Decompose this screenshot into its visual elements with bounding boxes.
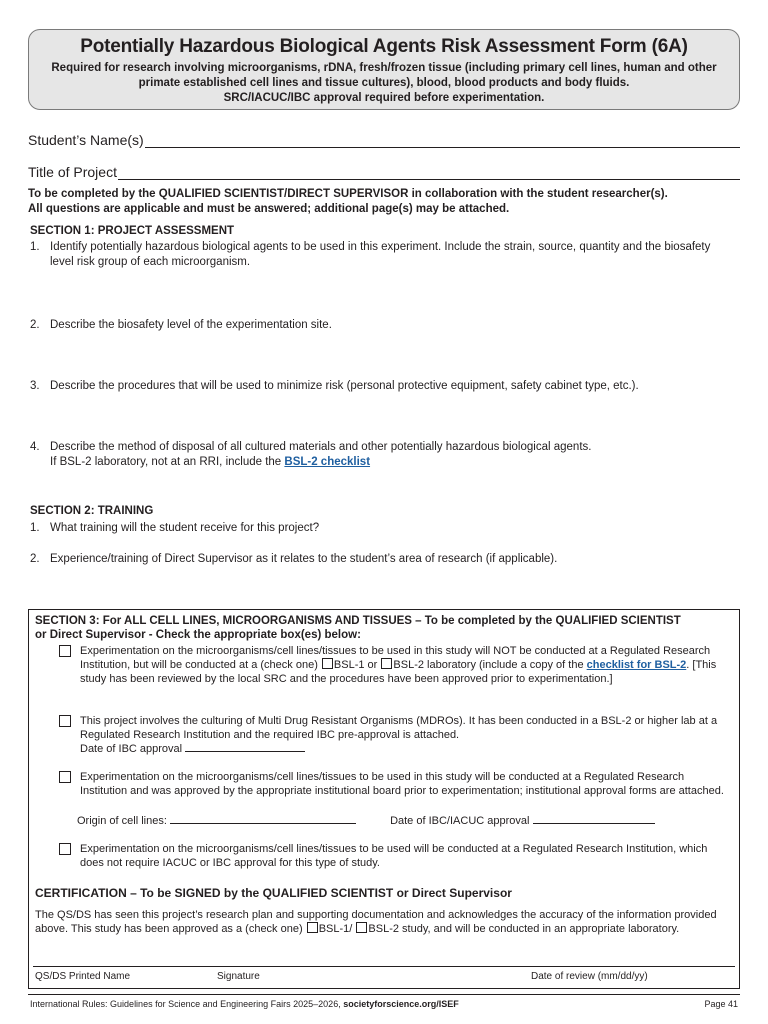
ibc-iacuc-approval-date-label: Date of IBC/IACUC approval xyxy=(390,815,530,827)
section3-option-4 xyxy=(59,842,731,870)
question-text: What training will the student receive for this project? xyxy=(50,522,320,534)
project-title-field[interactable] xyxy=(118,166,740,180)
question-number: 1. xyxy=(30,241,40,253)
question-text xyxy=(50,440,730,470)
option-1-bsl2-label: BSL-2 laboratory (include a copy of the xyxy=(393,659,584,671)
section3-option-2 xyxy=(59,714,731,756)
page-number: Page 41 xyxy=(704,999,738,1009)
question-text: Identify potentially hazardous biological agents to be used in this experiment. Include the strain, source, quantity and the biosafety level risk group of each microorganism. xyxy=(50,241,711,268)
cert-bsl1-label: BSL-1/ xyxy=(318,923,353,935)
students-name-label: Student’s Name(s) xyxy=(28,132,144,148)
bsl2-checklist-link[interactable]: BSL-2 checklist xyxy=(284,456,371,468)
question-text: Experience/training of Direct Supervisor as it relates to the student’s area of research (if applicable). xyxy=(50,553,558,565)
certification-heading: CERTIFICATION – To be SIGNED by the QUALIFIED SCIENTIST or Direct Supervisor xyxy=(35,886,512,900)
option-1-bsl1-label: BSL-1 or xyxy=(333,659,378,671)
footer-citation-text: International Rules: Guidelines for Science and Engineering Fairs 2025–2026, xyxy=(30,999,344,1009)
project-title-row xyxy=(28,164,740,180)
option-2-checkbox[interactable] xyxy=(59,715,71,727)
question-text: Describe the procedures that will be used to minimize risk (personal protective equipment, safety cabinet type, etc.). xyxy=(50,380,639,392)
signature-label: Signature xyxy=(217,971,260,982)
option-3-text xyxy=(80,770,731,798)
instructions xyxy=(28,187,748,217)
question-number: 4. xyxy=(30,441,40,453)
question-text: Describe the biosafety level of the experimentation site. xyxy=(50,319,332,331)
section2-question-2 xyxy=(30,552,730,567)
students-name-field[interactable] xyxy=(145,134,740,148)
section2-question-1 xyxy=(30,521,730,536)
option-3-description: Experimentation on the microorganisms/cell lines/tissues to be used in this study will be conducted at a Regulated Research Institution and was approved by the appropriate institutional board prior to experimentation; institutional approval forms are attached. xyxy=(80,771,724,797)
origin-cell-lines-label: Origin of cell lines: xyxy=(77,815,167,827)
section3-option-3 xyxy=(59,770,731,798)
option-4-text: Experimentation on the microorganisms/cell lines/tissues to be used will be conducted at a Regulated Research Institution, which does not require IACUC or IBC approval for this type of study. xyxy=(80,843,708,869)
option-2-text xyxy=(80,714,731,756)
question-number: 2. xyxy=(30,319,40,331)
certification-text-a: The QS/DS has seen this project’s research plan and supporting documentation and acknowledges the accuracy of the information provided above. This study has been approved as a (check one) xyxy=(35,909,717,935)
option-2-description: This project involves the culturing of Multi Drug Resistant Organisms (MDROs). It has been conducted in a BSL-2 or higher lab at a Regulated Research Institution and the required IBC pre-approval is attached. xyxy=(80,715,718,741)
printed-name-label: QS/DS Printed Name xyxy=(35,971,131,982)
section1-heading: SECTION 1: PROJECT ASSESSMENT xyxy=(30,225,235,237)
section3-heading-line-1: SECTION 3: For ALL CELL LINES, MICROORGANISMS AND TISSUES – To be completed by the QUALIFIED SCIENTIST xyxy=(35,615,681,627)
section3-heading-line-2: or Direct Supervisor - Check the appropriate box(es) below: xyxy=(35,629,361,641)
form-subtitle-approval: SRC/IACUC/IBC approval required before experimentation. xyxy=(223,92,545,104)
checklist-bsl2-link[interactable]: checklist for BSL-2 xyxy=(586,659,687,671)
option-1-checkbox[interactable] xyxy=(59,645,71,657)
origin-cell-lines-field[interactable] xyxy=(170,814,356,824)
question-number: 1. xyxy=(30,522,40,534)
option-1-bsl1-checkbox[interactable] xyxy=(322,658,333,669)
option-4-checkbox[interactable] xyxy=(59,843,71,855)
instructions-line-1: To be completed by the QUALIFIED SCIENTIST/DIRECT SUPERVISOR in collaboration with the student researcher(s). xyxy=(28,188,668,200)
footer-website-link[interactable]: societyforscience.org/ISEF xyxy=(343,999,459,1009)
section3-box xyxy=(28,609,740,989)
section1-question-3 xyxy=(30,379,730,394)
cert-bsl2-label: BSL-2 study, and will be conducted in an appropriate laboratory. xyxy=(368,923,680,935)
section3-option-1 xyxy=(59,644,731,686)
ibc-approval-date-label: Date of IBC approval xyxy=(80,743,183,755)
section3-heading xyxy=(35,614,735,642)
form-subtitle-requirement: Required for research involving microorganisms, rDNA, fresh/frozen tissue (including primary cell lines, human and other primate established cell lines and tissue cultures), blood, blood products and body fluids. xyxy=(51,62,717,89)
option-1-bsl2-checkbox[interactable] xyxy=(381,658,392,669)
form-title: Potentially Hazardous Biological Agents Risk Assessment Form (6A) xyxy=(80,36,688,57)
option-1-text-a: Experimentation on the microorganisms/cell lines/tissues to be used in this study will NOT be conducted at a Regulated Research Institution, but will be conducted at a (check one) xyxy=(80,645,711,671)
question-number: 3. xyxy=(30,380,40,392)
option-1-text xyxy=(80,644,731,686)
ibc-approval-date-field[interactable] xyxy=(185,742,305,752)
cert-bsl1-checkbox[interactable] xyxy=(307,922,318,933)
date-of-review-label: Date of review (mm/dd/yy) xyxy=(531,971,648,982)
certification-text xyxy=(35,908,735,936)
instructions-line-2: All questions are applicable and must be answered; additional page(s) may be attached. xyxy=(28,203,510,215)
form-subtitle xyxy=(29,61,739,106)
question-text-line-2: If BSL-2 laboratory, not at an RRI, include the xyxy=(50,456,285,468)
form-header xyxy=(28,29,740,110)
section1-question-2 xyxy=(30,318,730,333)
project-title-label: Title of Project xyxy=(28,164,117,180)
question-text-line-1: Describe the method of disposal of all cultured materials and other potentially hazardous biological agents. xyxy=(50,441,592,453)
signature-line[interactable] xyxy=(33,966,735,967)
students-name-row xyxy=(28,132,740,148)
footer-divider xyxy=(28,994,740,995)
footer-citation xyxy=(30,999,459,1009)
option-1-text-b: . [This study has been reviewed by the local SRC and the procedures have been approved prior to experimentation.] xyxy=(80,659,717,685)
section2-heading: SECTION 2: TRAINING xyxy=(30,505,154,517)
section1-question-1 xyxy=(30,240,730,270)
option-3-checkbox[interactable] xyxy=(59,771,71,783)
ibc-iacuc-approval-date-field[interactable] xyxy=(533,814,655,824)
cert-bsl2-checkbox[interactable] xyxy=(356,922,367,933)
section1-question-4 xyxy=(30,440,730,470)
question-number: 2. xyxy=(30,553,40,565)
option-3-fields xyxy=(77,814,717,828)
